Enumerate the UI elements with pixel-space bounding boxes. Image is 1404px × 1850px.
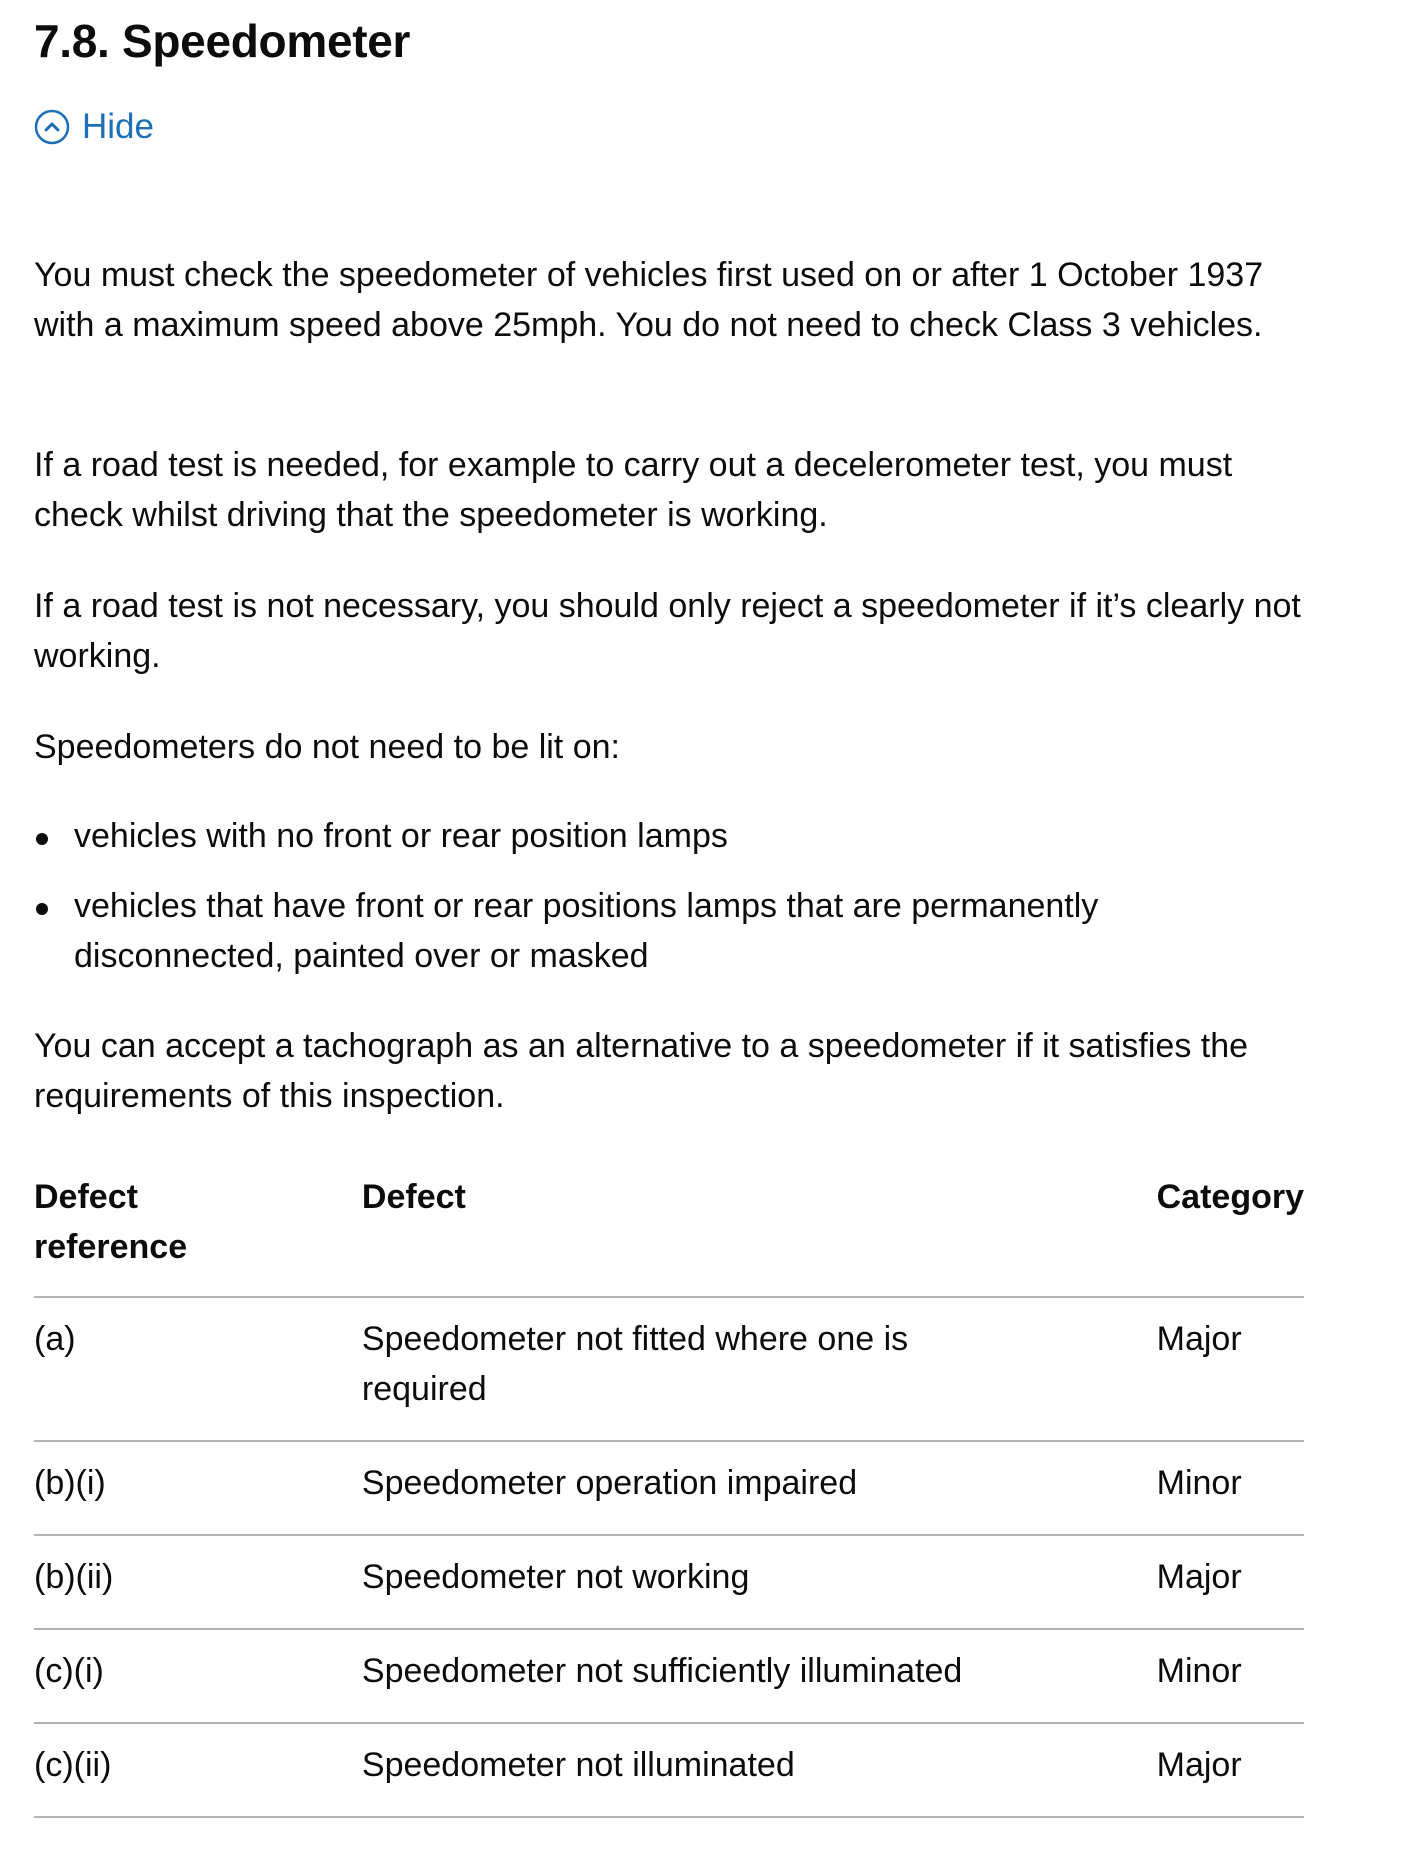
cell-category: Major (1157, 1535, 1304, 1629)
section-title: 7.8. Speedometer (34, 15, 411, 67)
table-header-row (34, 1172, 1304, 1297)
header-category: Category (1157, 1172, 1304, 1297)
hide-section-label: Hide (82, 107, 154, 146)
header-defect: Defect (362, 1172, 1157, 1297)
list-item: vehicles that have front or rear positions lamps that are permanently disconnected, painted over or masked (34, 881, 1304, 981)
cell-defect: Speedometer not sufficiently illuminated (362, 1629, 1157, 1723)
intro-paragraph: You must check the speedometer of vehicles first used on or after 1 October 1937 with a maximum speed above 25mph. You do not need to check Class 3 vehicles. (34, 256, 1264, 344)
cell-defect: Speedometer operation impaired (362, 1441, 1157, 1535)
defect-table (34, 1172, 1304, 1818)
list-item: vehicles with no front or rear position lamps (34, 811, 1304, 861)
cell-category: Minor (1157, 1441, 1304, 1535)
table-row (34, 1723, 1304, 1817)
cell-reference: (b)(i) (34, 1441, 362, 1535)
table-row (34, 1629, 1304, 1723)
lighting-exemption-list (34, 811, 1304, 981)
lighting-exemption-paragraph: Speedometers do not need to be lit on: (34, 728, 620, 766)
cell-reference: (a) (34, 1297, 362, 1441)
table-row (34, 1297, 1304, 1441)
road-test-paragraph: If a road test is needed, for example to carry out a decelerometer test, you must check whilst driving that the speedometer is working. (34, 446, 1233, 534)
cell-category: Major (1157, 1723, 1304, 1817)
cell-category: Major (1157, 1297, 1304, 1441)
cell-category: Minor (1157, 1629, 1304, 1723)
header-defect-reference: Defect reference (34, 1172, 362, 1297)
cell-defect: Speedometer not working (362, 1535, 1157, 1629)
chevron-up-circle-icon (34, 109, 70, 145)
cell-reference: (b)(ii) (34, 1535, 362, 1629)
cell-defect: Speedometer not illuminated (362, 1723, 1157, 1817)
cell-reference: (c)(ii) (34, 1723, 362, 1817)
table-row (34, 1535, 1304, 1629)
table-row (34, 1441, 1304, 1535)
hide-section-toggle[interactable] (34, 103, 154, 151)
no-road-test-paragraph: If a road test is not necessary, you should only reject a speedometer if it’s clearly not working. (34, 587, 1301, 675)
cell-reference: (c)(i) (34, 1629, 362, 1723)
tachograph-paragraph: You can accept a tachograph as an alternative to a speedometer if it satisfies the requirements of this inspection. (34, 1027, 1249, 1115)
cell-defect: Speedometer not fitted where one is required (362, 1297, 1157, 1441)
